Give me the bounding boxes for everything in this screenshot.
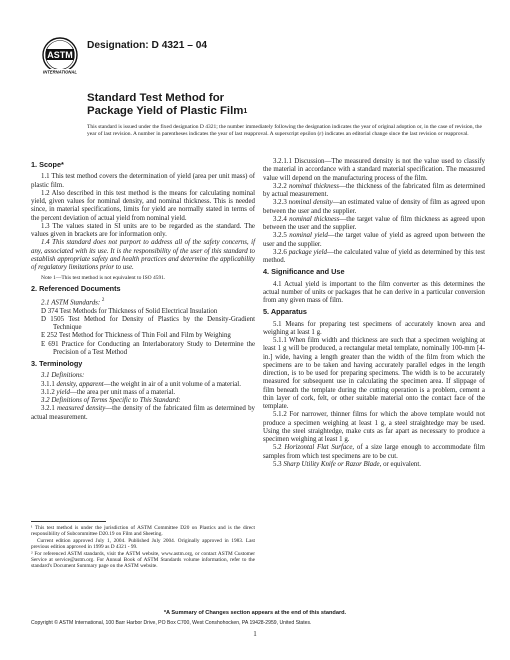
para-3-1-text: 3.1 Definitions:: [41, 372, 85, 380]
para-1-1: 1.1 This test method covers the determination of yield (area per unit mass) of plastic film.: [31, 173, 255, 189]
svg-text:ASTM: ASTM: [47, 50, 73, 60]
para-3-1: [31, 372, 255, 380]
para-3-2-2-definition: —the thickness of the fabricated film as determined by actual measurement.: [263, 182, 485, 198]
svg-text:INTERNATIONAL: INTERNATIONAL: [43, 69, 77, 75]
para-5-2-number: 5.2: [273, 444, 285, 452]
title-line-2: [87, 105, 247, 118]
para-5-2-text: , of a size large enough to accommodate film samples from which test specimens are to be cut.: [263, 444, 485, 460]
summary-of-changes-note: *A Summary of Changes section appears at the end of this standard.: [163, 610, 347, 616]
para-3-1-2-number: 3.1.2: [41, 388, 57, 396]
footnote-2: ² For referenced ASTM standards, visit the ASTM website, www.astm.org, or contact ASTM Customer Service at service@astm.org. For Annual Book of ASTM Standards volume information, refer to the standard's Document Summary page on the ASTM website.: [31, 550, 255, 570]
intro-notice: This standard is issued under the fixed designation D 4321; the number immediately following the designation indicates the year of original adoption or, in the case of revision, the year of last revision. A number in parentheses indicates the year of last reapproval. A superscript epsilon (ε) indicates an editorial change since the last revision or reapproval.: [87, 124, 482, 137]
para-3-2-5-number: 3.2.5: [273, 232, 290, 240]
para-3-2-4-number: 3.2.4: [273, 215, 290, 223]
term-package-yield: package yield: [288, 248, 327, 256]
designation: Designation: D 4321 – 04: [87, 40, 208, 51]
para-3-2-3-definition: —an estimated value of density of film as agreed upon between the user and the supplier.: [263, 199, 485, 215]
para-1-2: 1.2 Also described in this test method is the means for calculating nominal yield, given values for nominal density, and nominal thickness. This is needed since, in material specifications, limits for yield are normally stated in terms of the percent deviation of actual yield from nominal yield.: [31, 189, 255, 222]
term-yield: yield: [56, 388, 70, 396]
section-2-heading: 2. Referenced Documents: [31, 283, 121, 293]
copyright-line: Copyright © ASTM International, 100 Barr Harbor Drive, PO Box C700, West Conshohocken, PA 19428-2959, United States.: [31, 620, 312, 626]
para-5-2: [263, 444, 485, 461]
para-5-1: 5.1 Means for preparing test specimens of accurately known area and weighing at least 1 g.: [263, 320, 485, 336]
para-3-2-2: [263, 183, 485, 200]
page-number: 1: [253, 630, 257, 638]
para-3-2-1-definition: —the density of the fabricated film as determined by actual measurement.: [31, 405, 255, 421]
para-5-3: [263, 461, 485, 469]
reference-e691: E 691 Practice for Conducting an Interlaboratory Study to Determine the Precision of a Test Method: [41, 340, 255, 356]
reference-e252: E 252 Test Method for Thickness of Thin Foil and Film by Weighing: [41, 332, 231, 340]
para-5-3-number: 5.3: [273, 460, 284, 468]
para-3-2-4: [263, 216, 485, 233]
para-3-2-5-definition: —the target value of yield as agreed upon between the user and the supplier.: [263, 232, 485, 248]
para-3-2-text: 3.2 Definitions of Terms Specific to This Standard:: [41, 397, 181, 405]
section-4-heading: 4. Significance and Use: [263, 267, 345, 277]
right-column: [263, 158, 485, 469]
document-title: [87, 92, 247, 118]
para-5-1-2: 5.1.2 For narrower, thinner films for which the above template would not produce a specimen weighing at least 1 g, a steel straightedge may be used. Using the steel straightedge, make cuts as far apart as necessary to produce a specimen weighing at least 1 g.: [263, 411, 485, 443]
reference-d1505: D 1505 Test Method for Density of Plastics by the Density-Gradient Technique: [41, 315, 255, 332]
footnotes: [31, 525, 255, 570]
para-3-1-1-number: 3.1.1: [41, 380, 57, 388]
para-3-2-3-number: 3.2.3: [273, 199, 289, 207]
para-3-2-3: [263, 199, 485, 216]
para-3-2-5: [263, 232, 485, 249]
term-horizontal-flat-surface: Horizontal Flat Surface: [284, 444, 353, 452]
term-nominal-thickness-2: nominal thickness: [289, 215, 340, 223]
para-3-1-2: [31, 389, 255, 397]
para-1-4-text: 1.4 This standard does not purport to address all of the safety concerns, if any, associated with its use. It is the responsibility of the user of this standard to establish appropriate safety and health practices and determine the applicability of regulatory limitations prior to use.: [31, 239, 255, 271]
footnote-divider: [31, 521, 106, 522]
term-nominal-thickness-1: nominal thickness: [288, 182, 339, 190]
para-3-1-2-definition: —the area per unit mass of a material.: [69, 388, 176, 396]
para-5-1-1: 5.1.1 When film width and thickness are such that a specimen weighing at least 1 g will be produced, a rectangular metal template, nominally 100-mm [4-in.] wide, having a length greater than the width of the film from which the specimens are to be taken and having accurately parallel edges in the length direction, is to be used for preparing specimens. The width is to be accurately measured for subsequent use in calculating the specimen area. If slippage of film beneath the template during the cutting operation is a problem, cement a thin layer of cork, felt, or other suitable material onto the contact face of the template.: [263, 337, 485, 410]
term-nominal-density: nominal density: [288, 199, 333, 207]
para-1-4: [31, 239, 255, 272]
para-3-1-1: [31, 381, 255, 389]
para-3-2-2-number: 3.2.2: [273, 182, 289, 190]
para-1-3: 1.3 The values stated in SI units are to be regarded as the standard. The values given in brackets are for information only.: [31, 222, 255, 238]
para-2-1: [31, 297, 255, 308]
para-3-2-1: [31, 405, 255, 422]
term-utility-knife: Sharp Utility Knife or Razor Blade: [283, 460, 380, 468]
para-2-1-text: 2.1 ASTM Standards:: [41, 299, 101, 307]
title-line-2-text: Package Yield of Plastic Film: [87, 105, 244, 117]
astm-logo: [40, 36, 80, 76]
term-nominal-yield: nominal yield: [289, 232, 328, 240]
title-footnote-mark: 1: [243, 108, 248, 115]
para-3-2-6: [263, 249, 485, 266]
section-1-heading: 1. Scope*: [31, 160, 64, 169]
term-measured-density: measured density: [57, 405, 106, 413]
section-3-heading: 3. Terminology: [31, 359, 83, 369]
para-3-2-6-number: 3.2.6: [273, 248, 289, 256]
para-3-2-6-definition: —the calculated value of yield as determined by this test method.: [263, 248, 485, 264]
para-4-1: 4.1 Actual yield is important to the film converter as this determines the actual number of units or packages that he can derive in a particular conversion from any given mass of film.: [263, 280, 485, 304]
title-line-1: Standard Test Method for: [87, 92, 225, 104]
section-5-heading: 5. Apparatus: [263, 307, 307, 317]
footnote-1: ¹ This test method is under the jurisdiction of ASTM Committee D20 on Plastics and is the direct responsibility of Subcommittee D20.19 on Film and Sheeting.: [31, 525, 255, 538]
reference-d374: D 374 Test Methods for Thickness of Solid Electrical Insulation: [41, 307, 218, 315]
para-5-3-text: , or equivalent.: [379, 460, 421, 468]
footnote-1-edition: Current edition approved July 1, 2004. Published July 2004. Originally approved in 1983. Last previous edition approved in 1999 as D 4321 - 99.: [31, 537, 255, 551]
para-3-2-4-definition: —the target value of film thickness as agreed upon between the user and the supplier.: [263, 215, 485, 231]
para-3-2-1-number: 3.2.1: [41, 405, 57, 413]
para-3-2: [31, 397, 255, 405]
para-2-1-footnote-mark: 2: [101, 298, 105, 304]
term-density-apparent: density, apparent: [56, 380, 104, 388]
left-column: [31, 158, 255, 422]
para-3-2-1-1: 3.2.1.1 Discussion—The measured density is not the value used to classify the material in accordance with a standard material specification. The measured value will depend on the manufacturing process of the film.: [263, 158, 485, 182]
para-3-1-1-definition: —the weight in air of a unit volume of a material.: [103, 380, 241, 388]
note-1: Note 1—This test method is not equivalent to ISO 4591.: [41, 275, 166, 282]
